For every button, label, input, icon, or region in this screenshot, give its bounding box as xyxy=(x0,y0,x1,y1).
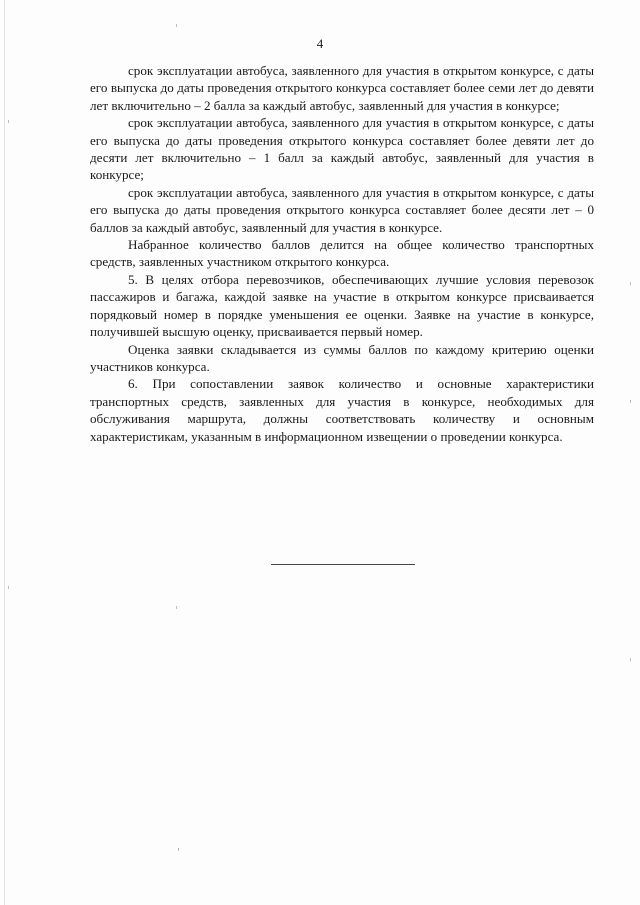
paragraph-criterion-over-10-years: срок эксплуатации автобуса, заявленного для участия в открытом конкурсе, с даты его выпуска до даты проведения открытого конкурса составляет более десяти лет – 0 баллов за каждый автобус, заявленный для участия в конкурсе. xyxy=(90,184,594,235)
scan-edge-mark xyxy=(8,586,9,589)
scan-edge-mark xyxy=(8,120,9,123)
paragraph-criterion-7-9-years: срок эксплуатации автобуса, заявленного для участия в открытом конкурсе, с даты его выпуска до даты проведения открытого конкурса составляет более семи лет до девяти лет включительно – 2 балла за каждый автобус, заявленный для участия в конкурсе; xyxy=(90,63,594,113)
paragraph-criterion-9-10-years: срок эксплуатации автобуса, заявленного для участия в открытом конкурсе, с даты его выпуска до даты проведения открытого конкурса составляет более девяти лет до десяти лет включительно – 1 балл за каждый автобус, заявленный для участия в конкурсе; xyxy=(90,115,594,183)
scan-edge-mark xyxy=(630,400,631,403)
paragraph-item-6: 6. При сопоставлении заявок количество и основные характеристики транспортных средств, заявленных для участия в конкурсе, необходимых для обслуживания маршрута, должны соответствовать количеству и основным характеристикам, указанным в информационном извещении о проведении конкурса. xyxy=(90,376,594,444)
scan-edge-mark xyxy=(4,0,5,905)
scan-edge-mark xyxy=(176,24,177,27)
scan-edge-mark xyxy=(176,606,177,609)
end-separator-line xyxy=(271,564,415,565)
scan-edge-mark xyxy=(178,848,179,851)
paragraph-item-5: 5. В целях отбора перевозчиков, обеспечивающих лучшие условия перевозок пассажиров и багажа, каждой заявке на участие в открытом конкурсе присваивается порядковый номер в порядке уменьшения ее оценки. Заявке на участие в конкурсе, получившей высшую оценку, присваивается первый номер. xyxy=(90,271,594,340)
paragraph-score-division: Набранное количество баллов делится на общее количество транспортных средств, заявленных участником открытого конкурса. xyxy=(90,237,594,270)
scan-edge-mark xyxy=(630,282,631,285)
scan-edge-mark xyxy=(630,658,631,661)
paragraph-bid-evaluation: Оценка заявки складывается из суммы баллов по каждому критерию оценки участников конкурса. xyxy=(90,341,594,374)
page-number: 4 xyxy=(316,36,324,51)
document-body xyxy=(90,62,594,445)
